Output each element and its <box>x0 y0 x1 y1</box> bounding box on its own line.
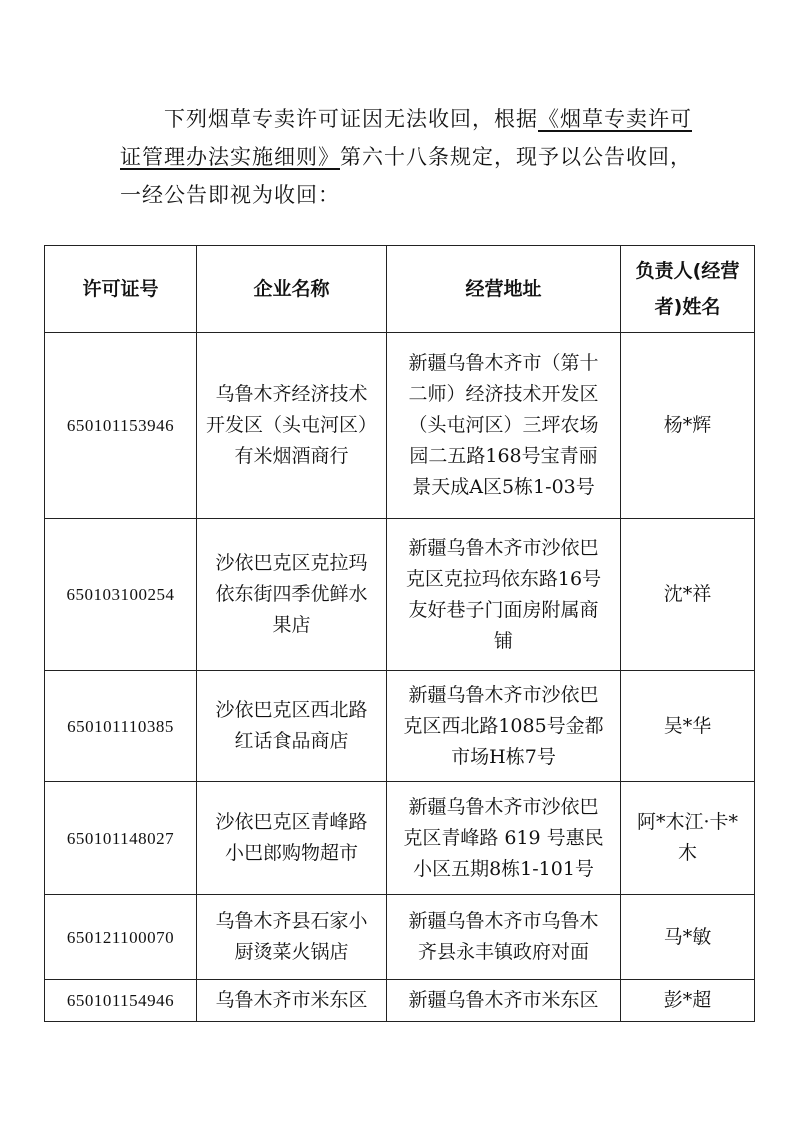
table-row <box>45 782 755 895</box>
company-name <box>197 333 387 519</box>
license-number: 650101148027 <box>45 782 197 895</box>
responsible-person <box>621 895 755 980</box>
business-address-line: 齐县永丰镇政府对面 <box>417 941 589 963</box>
header-address: 经营地址 <box>387 246 621 333</box>
table-row <box>45 519 755 671</box>
intro-text: 第六十八条规定，现予以公告收回， <box>340 145 692 169</box>
company-name-line: 有米烟酒商行 <box>234 445 349 467</box>
responsible-person-line: 木 <box>677 842 697 864</box>
regulation-reference: 《烟草专卖许可 <box>538 107 692 131</box>
responsible-person <box>621 519 755 671</box>
business-address-line: 新疆乌鲁木齐市米东区 <box>408 989 599 1011</box>
company-name-line: 小巴郎购物超市 <box>224 842 358 864</box>
business-address-line: 新疆乌鲁木齐市沙依巴 <box>408 795 599 818</box>
company-name-line: 沙依巴克区青峰路 <box>215 811 368 833</box>
license-number: 650121100070 <box>45 895 197 980</box>
company-name <box>197 895 387 980</box>
company-name-line: 沙依巴克区西北路 <box>215 699 368 721</box>
business-address <box>387 980 621 1022</box>
intro-paragraph <box>120 100 692 214</box>
license-number: 650103100254 <box>45 519 197 671</box>
company-name <box>197 519 387 671</box>
business-address-line: 克区克拉玛依东路16号 <box>405 567 602 590</box>
table-row <box>45 980 755 1022</box>
business-address-line: 友好巷子门面房附属商 <box>408 598 599 621</box>
regulation-reference: 证管理办法实施细则》 <box>120 145 340 169</box>
responsible-person-line: 马*敏 <box>663 925 712 948</box>
company-name-line: 乌鲁木齐经济技术 <box>215 383 368 405</box>
responsible-person-line: 杨*辉 <box>663 414 712 436</box>
company-name-line: 乌鲁木齐市米东区 <box>215 989 368 1011</box>
business-address-line: 二师）经济技术开发区 <box>408 383 599 405</box>
business-address-line: （头屯河区）三坪农场 <box>408 414 599 436</box>
company-name <box>197 671 387 782</box>
license-number: 650101153946 <box>45 333 197 519</box>
intro-text: 下列烟草专卖许可证因无法收回，根据 <box>164 107 538 131</box>
business-address-line: 新疆乌鲁木齐市乌鲁木 <box>408 910 599 932</box>
responsible-person <box>621 671 755 782</box>
business-address-line: 新疆乌鲁木齐市沙依巴 <box>408 536 599 559</box>
business-address-line: 园二五路168号宝青丽 <box>409 445 598 467</box>
company-name-line: 红话食品商店 <box>234 730 349 752</box>
company-name <box>197 782 387 895</box>
responsible-person-line: 彭*超 <box>663 989 712 1011</box>
company-name-line: 果店 <box>272 614 311 636</box>
header-person <box>621 246 755 333</box>
license-number: 650101110385 <box>45 671 197 782</box>
intro-line-1 <box>120 100 692 138</box>
business-address <box>387 895 621 980</box>
business-address <box>387 782 621 895</box>
company-name-line: 沙依巴克区克拉玛 <box>215 552 368 574</box>
company-name <box>197 980 387 1022</box>
responsible-person <box>621 782 755 895</box>
business-address-line: 新疆乌鲁木齐市（第十 <box>408 352 599 374</box>
company-name-line: 依东街四季优鲜水 <box>215 583 368 605</box>
responsible-person <box>621 980 755 1022</box>
table-row <box>45 671 755 782</box>
business-address-line: 克区青峰路 619 号惠民 <box>403 826 604 849</box>
company-name-line: 乌鲁木齐县石家小 <box>215 910 368 932</box>
business-address <box>387 333 621 519</box>
table-row <box>45 333 755 519</box>
business-address-line: 小区五期8栋1-101号 <box>413 857 594 880</box>
responsible-person-line: 阿*木江·卡* <box>636 811 739 833</box>
responsible-person-line: 吴*华 <box>663 714 712 737</box>
table-row <box>45 895 755 980</box>
header-company: 企业名称 <box>197 246 387 333</box>
responsible-person-line: 沈*祥 <box>663 583 712 605</box>
business-address <box>387 671 621 782</box>
intro-line-2 <box>120 138 692 176</box>
table-header-row <box>45 246 755 333</box>
business-address-line: 景天成A区5栋1-03号 <box>412 476 595 498</box>
header-license: 许可证号 <box>45 246 197 333</box>
revoked-permits-table <box>44 245 755 1022</box>
business-address-line: 克区西北路1085号金都 <box>403 714 604 737</box>
header-person-line: 者)姓名 <box>654 296 721 318</box>
business-address-line: 铺 <box>493 629 513 652</box>
business-address-line: 新疆乌鲁木齐市沙依巴 <box>408 683 599 706</box>
intro-line-3 <box>120 176 680 214</box>
license-number: 650101154946 <box>45 980 197 1022</box>
business-address-line: 市场H栋7号 <box>451 745 556 768</box>
business-address <box>387 519 621 671</box>
header-person-line: 负责人(经营 <box>635 260 740 282</box>
responsible-person <box>621 333 755 519</box>
company-name-line: 开发区（头屯河区） <box>205 414 377 436</box>
company-name-line: 厨烫菜火锅店 <box>234 941 349 963</box>
intro-text: 一经公告即视为收回： <box>120 183 340 207</box>
